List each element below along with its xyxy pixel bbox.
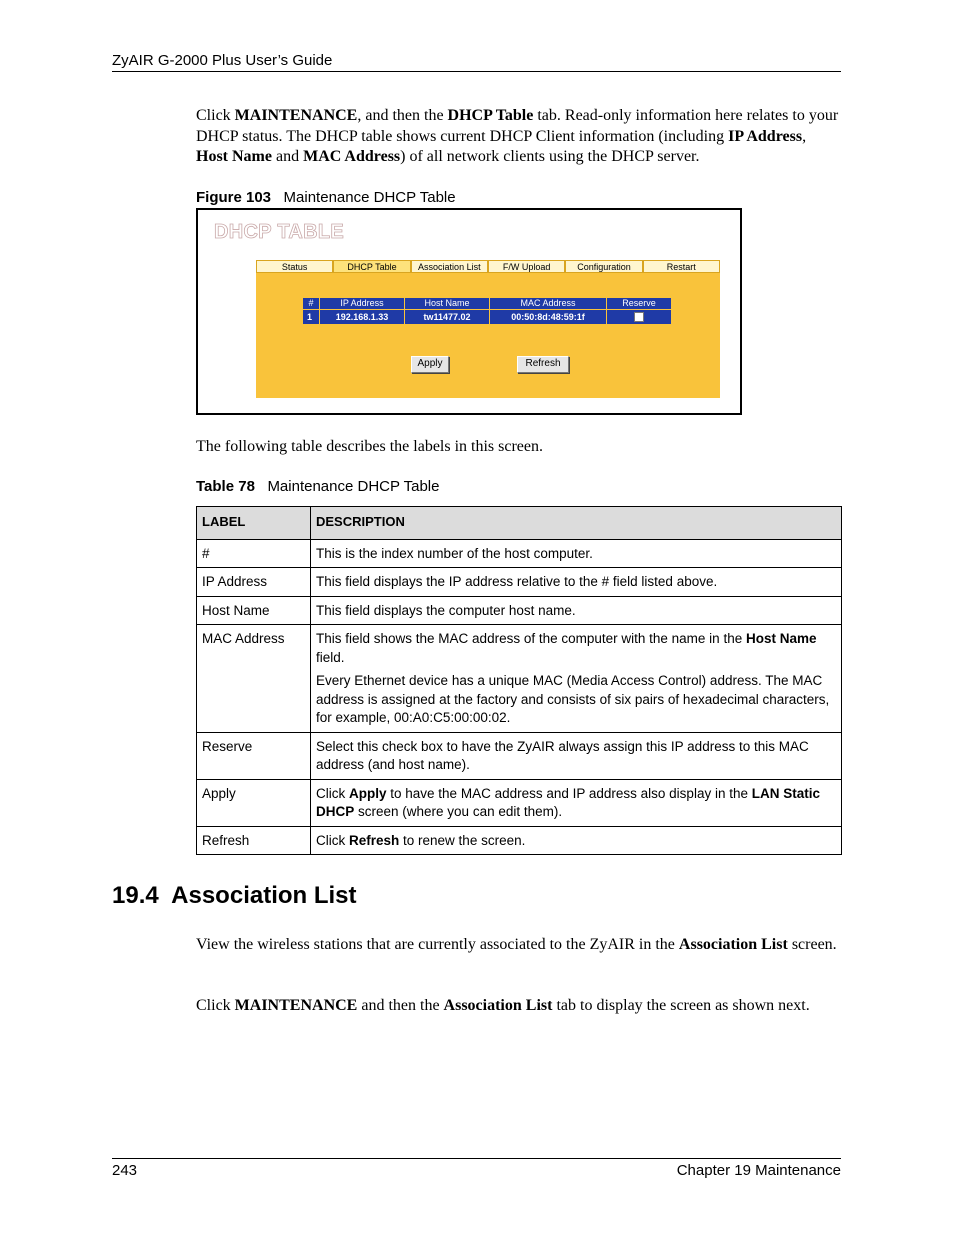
row-label: MAC Address (197, 625, 311, 733)
description-table (196, 506, 842, 855)
col-mac-address: MAC Address (490, 298, 606, 309)
association-paragraph-2: Click MAINTENANCE and then the Association List tab to display the screen as shown next. (196, 997, 810, 1014)
footer-rule (112, 1158, 841, 1159)
cell-host: tw11477.02 (405, 310, 489, 324)
tab-restart[interactable]: Restart (643, 260, 720, 273)
cell-mac: 00:50:8d:48:59:1f (490, 310, 606, 324)
following-text: The following table describes the labels in this screen. (196, 438, 544, 455)
screen-title: DHCP TABLE (214, 221, 345, 243)
cell-reserve (607, 310, 671, 324)
orange-panel (256, 260, 720, 398)
header-rule (112, 71, 841, 72)
row-description: This field shows the MAC address of the computer with the name in the Host Name field. Every Ethernet device has a unique MAC (Media Access Control) address. The MAC address is assigned at the factory and consists of six pairs of hexadecimal characters, for example, 00:A0:C5:00:00:02. (311, 625, 842, 733)
row-label: Host Name (197, 596, 311, 625)
tab-bar (256, 260, 720, 273)
row-label: Apply (197, 779, 311, 826)
row-description: This is the index number of the host computer. (311, 539, 842, 568)
table-row (197, 732, 842, 779)
apply-button[interactable]: Apply (411, 356, 449, 373)
table-row (197, 826, 842, 855)
tab-dhcp-table[interactable]: DHCP Table (333, 260, 410, 273)
row-description: This field displays the IP address relative to the # field listed above. (311, 568, 842, 597)
tab-association-list[interactable]: Association List (411, 260, 488, 273)
table-row (303, 310, 671, 324)
table-caption: Table 78 Maintenance DHCP Table (196, 478, 440, 495)
cell-ip: 192.168.1.33 (320, 310, 404, 324)
running-header: ZyAIR G-2000 Plus User’s Guide (112, 52, 333, 69)
row-description: Select this check box to have the ZyAIR always assign this IP address to this MAC address (and host name). (311, 732, 842, 779)
figure-screenshot (196, 208, 742, 415)
table-row (197, 568, 842, 597)
header-description: DESCRIPTION (311, 507, 842, 540)
row-description: Click Apply to have the MAC address and IP address also display in the LAN Static DHCP screen (where you can edit them). (311, 779, 842, 826)
tab-fw-upload[interactable]: F/W Upload (488, 260, 565, 273)
table-row (197, 625, 842, 733)
row-label: Refresh (197, 826, 311, 855)
table-row (197, 779, 842, 826)
association-paragraph-1: View the wireless stations that are currently associated to the ZyAIR in the Association List screen. (196, 936, 837, 953)
cell-index: 1 (303, 310, 319, 324)
intro-paragraph: Click MAINTENANCE, and then the DHCP Table tab. Read-only information here relates to your DHCP status. The DHCP table shows current DHCP Client information (including IP Address, Host Name and MAC Address) of all network clients using the DHCP server. (196, 107, 839, 165)
section-heading: 19.4 Association List (112, 882, 357, 909)
refresh-button[interactable]: Refresh (517, 356, 569, 373)
row-description: This field displays the computer host name. (311, 596, 842, 625)
col-reserve: Reserve (607, 298, 671, 309)
reserve-checkbox[interactable] (634, 312, 644, 322)
table-row (197, 596, 842, 625)
row-label: Reserve (197, 732, 311, 779)
row-label: # (197, 539, 311, 568)
row-description: Click Refresh to renew the screen. (311, 826, 842, 855)
dhcp-client-table (302, 297, 672, 325)
tab-status[interactable]: Status (256, 260, 333, 273)
page-number: 243 (112, 1162, 138, 1179)
figure-caption: Figure 103 Maintenance DHCP Table (196, 189, 456, 206)
col-host-name: Host Name (405, 298, 489, 309)
tab-configuration[interactable]: Configuration (565, 260, 642, 273)
row-label: IP Address (197, 568, 311, 597)
col-index: # (303, 298, 319, 309)
chapter-label: Chapter 19 Maintenance (676, 1162, 841, 1179)
table-row (197, 539, 842, 568)
col-ip-address: IP Address (320, 298, 404, 309)
header-label: LABEL (197, 507, 311, 540)
